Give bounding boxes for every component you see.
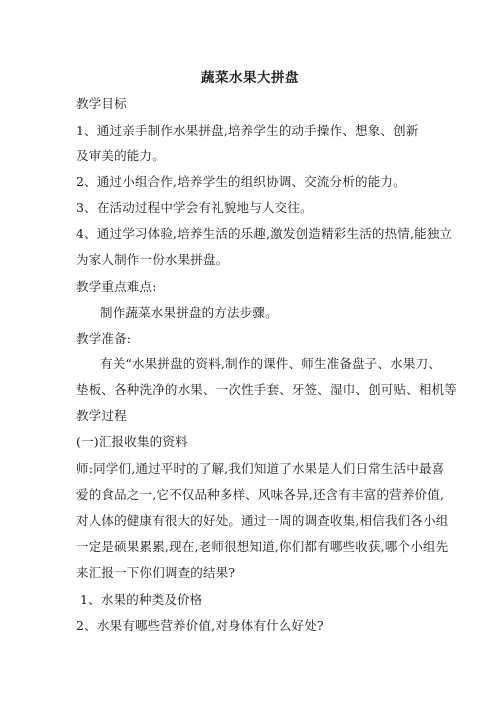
preparation-line-1: 有关“水果拼盘的资料,制作的课件、师生准备盘子、水果刀、: [100, 356, 441, 371]
teacher-speech-line-3: 对人体的健康有很大的好处。通过一周的调查收集,相信我们各小组: [76, 513, 449, 528]
objective-4-line-2: 为家人制作一份水果拼盘。: [76, 252, 229, 267]
key-point-text: 制作蔬菜水果拼盘的方法步骤。: [100, 305, 278, 320]
teacher-speech-line-5: 来汇报一下你们调查的结果?: [76, 565, 236, 580]
section-heading-objectives: 教学目标: [76, 96, 127, 111]
teacher-speech-line-4: 一定是硕果累累,现在,老师很想知道,你们都有哪些收获,哪个小组先: [76, 539, 449, 554]
preparation-line-2: 垫板、各种洗净的水果、一次性手套、牙签、湿巾、创可贴、相机等: [76, 382, 458, 397]
objective-4-line-1: 4、通过学习体验,培养生活的乐趣,激发创造精彩生活的热情,能独立: [76, 226, 453, 241]
objective-2: 2、通过小组合作,培养学生的组织协调、交流分析的能力。: [76, 174, 406, 189]
list-item-fruit-nutrition: 2、水果有哪些营养价值,对身体有什么好处?: [76, 618, 324, 633]
section-heading-preparation: 教学准备:: [76, 331, 132, 346]
objective-1-line-1: 1、通过亲手制作水果拼盘,培养学生的动手操作、想象、创新: [76, 123, 419, 138]
list-item-fruit-types: 1、水果的种类及价格: [80, 592, 203, 607]
teacher-speech-line-1: 师:同学们,通过平时的了解,我们知道了水果是人们日常生活中最喜: [76, 461, 445, 476]
teacher-speech-line-2: 爱的食品之一,它不仅品种多样、风味各异,还含有丰富的营养价值,: [76, 487, 445, 502]
objective-1-line-2: 及审美的能力。: [76, 148, 165, 163]
process-step-1-heading: (一)汇报收集的资料: [76, 434, 188, 449]
section-heading-key-points: 教学重点难点:: [76, 279, 157, 294]
document-title: 蔬菜水果大拼盘: [201, 70, 299, 86]
section-heading-process: 教学过程: [76, 408, 127, 423]
objective-3: 3、在活动过程中学会有礼貌地与人交往。: [76, 200, 313, 215]
